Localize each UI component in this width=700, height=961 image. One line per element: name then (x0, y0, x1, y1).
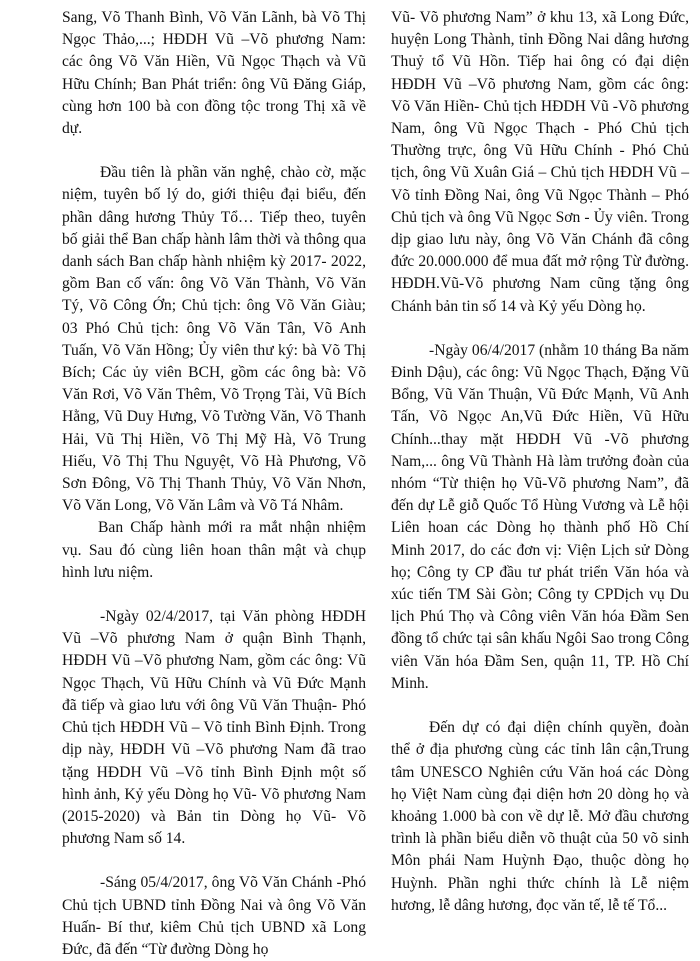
paragraph-gap (391, 695, 689, 717)
paragraph-event-05-04-2017-continued: Vũ- Võ phương Nam” ở khu 13, xã Long Đức, huyện Long Thành, tỉnh Đồng Nai dâng hương Thuỷ tổ Vũ Hồn. Tiếp hai ông có đại diện HĐDH Vũ –Võ phương Nam, gồm các ông: Võ Văn Hiền- Chủ tịch HĐDH Vũ -Võ phương Nam, ông Vũ Ngọc Thạch - Phó Chủ tịch Thường trực, ông Vũ Hữu Chính - Phó Chủ tịch, ông Vũ Xuân Giá – Chủ tịch HĐDH Vũ –Võ tỉnh Đồng Nai, ông Vũ Ngọc Thành – Phó Chủ tịch và ông Vũ Ngọc Sơn - Ủy viên. Trong dịp giao lưu này, ông Võ Văn Chánh đã công đức 20.000.000 để mua đất mở rộng Từ đường. HĐDH.Vũ-Võ phương Nam cũng tặng ông Chánh bản tin số 14 và Kỷ yếu Dòng họ. (391, 9, 689, 315)
paragraph-gap (391, 318, 689, 340)
right-column (391, 7, 689, 917)
paragraph-attendees-continued: Sang, Võ Thanh Bình, Võ Văn Lãnh, bà Võ Thị Ngọc Thảo,...; HĐDH Vũ –Võ phương Nam: các ông Võ Văn Hiền, Vũ Ngọc Thạch và Vũ Hữu Chính; Ban Phát triển: ông Vũ Đăng Giáp, cùng hơn 100 bà con đồng tộc trong Thị xã về dự. (62, 9, 366, 138)
paragraph-ceremony-program: Đầu tiên là phần văn nghệ, chào cờ, mặc niệm, tuyên bố lý do, giới thiệu đại biểu, đến phần dâng hương Thủy Tổ… Tiếp theo, tuyên bố giải thể Ban chấp hành lâm thời và thông qua danh sách Ban chấp hành nhiệm kỳ 2017- 2022, gồm Ban cố vấn: ông Võ Văn Thành, Võ Văn Tý, Võ Công Ớn; Chủ tịch: ông Võ Văn Giàu; 03 Phó Chủ tịch: ông Võ Văn Tân, Võ Anh Tuấn, Võ Văn Hồng; Ủy viên thư ký: bà Võ Thị Bích; Các ủy viên BCH, gồm các ông bà: Võ Văn Rơi, Võ Văn Thêm, Võ Trọng Tài, Vũ Bích Hằng, Vũ Duy Hưng, Võ Tường Văn, Võ Thanh Hải, Vũ Thị Hiền, Võ Thị Mỹ Hà, Võ Trung Hiếu, Võ Thị Thu Nguyệt, Võ Hà Phương, Võ Sơn Đông, Võ Thị Thanh Thủy, Võ Văn Nhơn, Võ Văn Long, Võ Văn Lâm và Võ Tá Nhâm. (62, 164, 366, 515)
paragraph-attending-guests: Đến dự có đại diện chính quyền, đoàn thể ở địa phương cùng các tỉnh lân cận,Trung tâm UNESCO Nghiên cứu Văn hoá các Dòng họ Việt Nam cùng đại diện hơn 20 dòng họ và khoảng 1.000 bà con về dự lễ. Mở đầu chương trình là phần biểu diễn võ thuật của 50 võ sinh Môn phái Nam Huỳnh Đạo, thuộc dòng họ Huỳnh. Phần nghi thức chính là Lễ niệm hương, lễ dâng hương, đọc văn tế, lễ tế Tổ... (391, 719, 689, 914)
paragraph-new-committee: Ban Chấp hành mới ra mắt nhận nhiệm vụ. Sau đó cùng liên hoan thân mật và chụp hình lưu niệm. (62, 519, 366, 581)
left-column (62, 7, 366, 961)
paragraph-event-02-04-2017: -Ngày 02/4/2017, tại Văn phòng HĐDH Vũ –Võ phương Nam ở quận Bình Thạnh, HĐDH Vũ –Võ phương Nam, gồm các ông: Vũ Ngọc Thạch, Vũ Hữu Chính và Vũ Đức Mạnh đã tiếp và giao lưu với ông Vũ Văn Thuận- Phó Chủ tịch HĐDH Vũ – Võ tỉnh Bình Định. Trong dịp này, HĐDH Vũ –Võ phương Nam đã trao tặng HĐDH Vũ –Võ tỉnh Bình Định một số hình ảnh, Kỷ yếu Dòng họ Vũ- Võ phương Nam (2015-2020) và Bản tin Dòng họ Vũ- Võ phương Nam số 14. (62, 608, 366, 848)
paragraph-event-05-04-2017: -Sáng 05/4/2017, ông Võ Văn Chánh -Phó Chủ tịch UBND tỉnh Đồng Nai và ông Võ Văn Huấn- Bí thư, kiêm Chủ tịch UBND xã Long Đức, đã đến “Từ đường Dòng họ (62, 874, 366, 958)
paragraph-gap (62, 140, 366, 162)
paragraph-gap (62, 850, 366, 872)
paragraph-gap (62, 584, 366, 606)
paragraph-event-06-04-2017: -Ngày 06/4/2017 (nhằm 10 tháng Ba năm Đinh Dậu), các ông: Vũ Ngọc Thạch, Đặng Vũ Bổng, Vũ Văn Thuận, Vũ Đức Mạnh, Vũ Anh Tấn, Võ Ngọc An,Vũ Đức Hiền, Vũ Hữu Chính...thay mặt HĐDH Vũ -Võ phương Nam,... ông Vũ Thành Hà làm trưởng đoàn của nhóm “Từ thiện họ Vũ-Võ phương Nam”, đã đến dự Lễ giỗ Quốc Tổ Hùng Vương và Lễ hội Liên hoan các Dòng họ thành phố Hồ Chí Minh 2017, do các đơn vị: Viện Lịch sử Dòng họ; Công ty CP đầu tư phát triển Văn hóa và xúc tiến TM Sài Gòn; Công ty CPDịch vụ Du lịch Phú Thọ và Công viên Văn hóa Đầm Sen đồng tổ chức tại sân khấu Ngôi Sao trong Công viên Văn hóa Đầm Sen, quận 11, TP. Hồ Chí Minh. (391, 341, 689, 692)
